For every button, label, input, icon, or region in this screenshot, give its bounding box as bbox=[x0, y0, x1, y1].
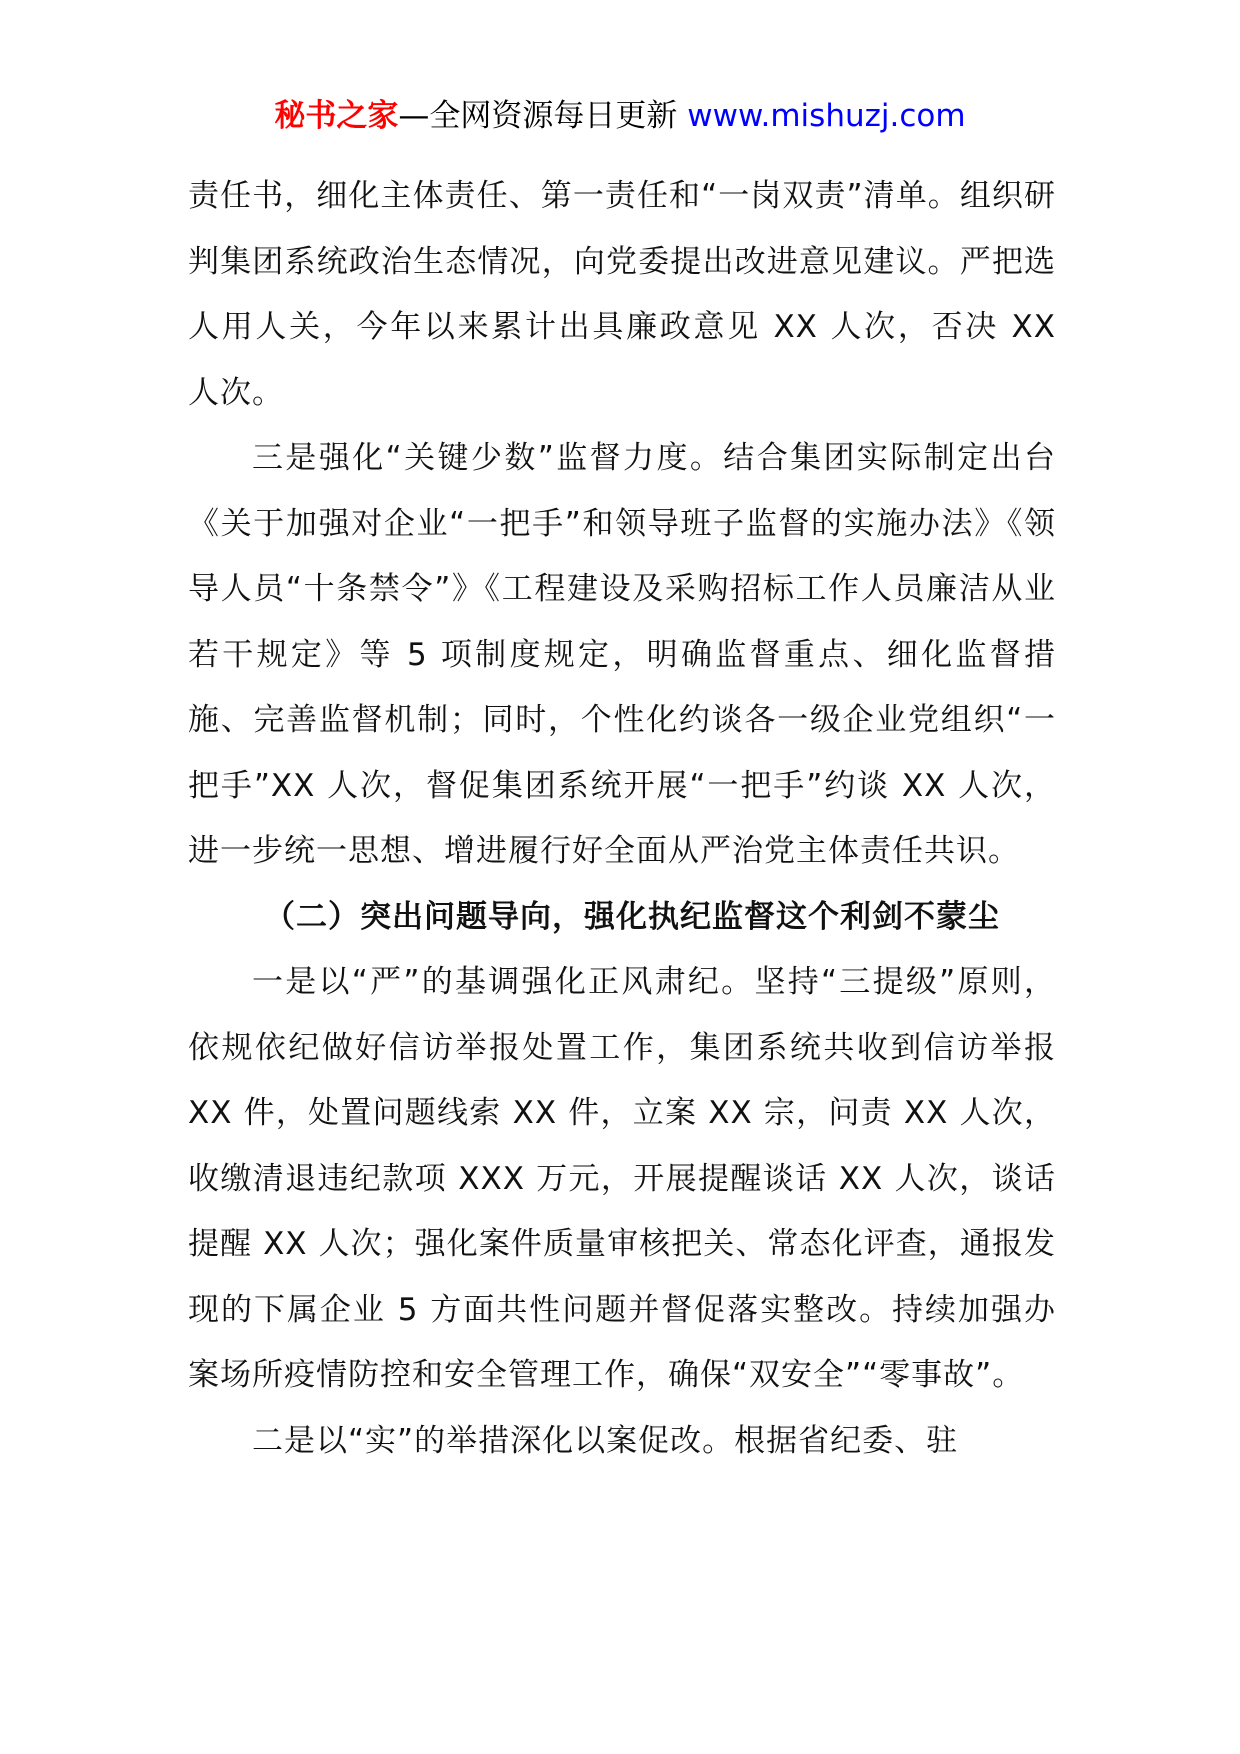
brand-name: 秘书之家 bbox=[274, 98, 399, 134]
header-tagline: —全网资源每日更新 bbox=[398, 98, 678, 134]
paragraph-continuation: 责任书，细化主体责任、第一责任和“一岗双责”清单。组织研判集团系统政治生态情况，向党委提出改进意见建议。严把选人用人关，今年以来累计出具廉政意见 XX 人次，否决 XX 人次。 bbox=[188, 178, 1056, 411]
document-body bbox=[188, 164, 1056, 1474]
paragraph-strict-discipline: 一是以“严”的基调强化正风肃纪。坚持“三提级”原则，依规依纪做好信访举报处置工作，集团系统共收到信访举报 XX 件，处置问题线索 XX 件，立案 XX 宗，问责 XX 人次，收缴清退违纪款项 XXX 万元，开展提醒谈话 XX 人次，谈话提醒 XX 人次；强化案件质量审核把关、常态化评查，通报发现的下属企业 5 方面共性问题并督促落实整改。持续加强办案场所疫情防控和安全管理工作，确保“双安全”“零事故”。 bbox=[188, 964, 1056, 1393]
paragraph-case-reform: 二是以“实”的举措深化以案促改。根据省纪委、驻 bbox=[252, 1422, 959, 1459]
section-heading: （二）突出问题导向，强化执纪监督这个利剑不蒙尘 bbox=[264, 898, 1000, 935]
paragraph-key-minority-supervision: 三是强化“关键少数”监督力度。结合集团实际制定出台《关于加强对企业“一把手”和领导班子监督的实施办法》《领导人员“十条禁令”》《工程建设及采购招标工作人员廉洁从业若干规定》等 5 项制度规定，明确监督重点、细化监督措施、完善监督机制；同时，个性化约谈各一级企业党组织“一把手”XX 人次，督促集团系统开展“一把手”约谈 XX 人次，进一步统一思想、增进履行好全面从严治党主体责任共识。 bbox=[188, 440, 1056, 869]
site-header bbox=[0, 96, 1240, 136]
site-url-link[interactable]: www.mishuzj.com bbox=[687, 98, 966, 134]
